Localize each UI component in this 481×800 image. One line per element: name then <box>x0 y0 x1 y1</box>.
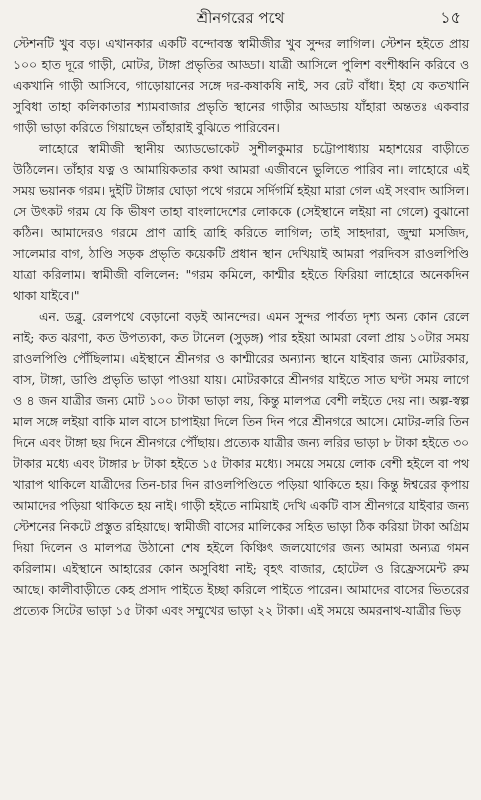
page-number: ১৫ <box>440 8 461 27</box>
running-head: শ্রীনগরের পথে <box>196 9 285 27</box>
paragraph-continued: স্টেশনটি খুব বড়। এখানকার একটি বন্দোবস্ত স্বামীজীর খুব সুন্দর লাগিল। স্টেশন হইতে প্রায় ১০০ হাত দূরে গাড়ী, মোটর, টাঙ্গা প্রভৃতির আড্ডা। যাত্রী আসিলে পুলিশ বংশীধ্বনি করিবে ও একখানি গাড়ী আসিবে, গাড়োয়ানের সঙ্গে দর-কষাকষি নাই, সব রেট বাঁধা। ইহা যে কতখানি সুবিধা তাহা কলিকাতার শ্যামবাজার প্রভৃতি স্থানের গাড়ীর আড্ডায় যাঁহারা অন্ততঃ একবার গাড়ী ভাড়া করিতে গিয়াছেন তাঁহারাই বুঝিতে পারিবেন। <box>13 37 469 135</box>
paragraph-lahore: লাহোরে স্বামীজী স্থানীয় অ্যাডভোকেট সুশীলকুমার চট্টোপাধ্যায় মহাশয়ের বাড়ীতে উঠিলেন। তাঁহার যত্ন ও আমায়িকতার কথা আমরা এজীবনে ভুলিতে পারিব না। লাহোরে এই সময় ভয়ানক গরম। দুইটি টাঙ্গার ঘোড়া পথে গরমে সর্দিগর্মি হইয়া মারা গেল এই সংবাদ আসিল। সে উৎকট গরম যে কি ভীষণ তাহা বাংলাদেশের লোককে (সেইস্থানে লইয়া না গেলে) বুঝানো কঠিন। আমাদেরও গরমে প্রাণ ত্রাহি ত্রাহি করিতে লাগিল; তাই সাহদারা, জুম্মা মসজিদ, সালেমার বাগ, ঠাণ্ডি সড়ক প্রভৃতি কয়েকটি প্রধান স্থান দেখিয়াই আমরা পরদিবস রাওলপিণ্ডি যাত্রা করিলাম। স্বামীজী বলিলেন: "গরম কমিলে, কাশ্মীর হইতে ফিরিয়া লাহোরে অনেকদিন থাকা যাইবে।" <box>13 142 469 303</box>
page-header <box>0 6 481 30</box>
body-text <box>13 34 469 622</box>
paragraph-railway: এন. ডব্লু. রেলপথে বেড়ানো বড়ই আনন্দের। এমন সুন্দর পার্বত্য দৃশ্য অন্য কোন রেলে নাই; কত ঝরণা, কত উপত্যকা, কত টানেল (সুড়ঙ্গ) পার হইয়া আমরা বেলা প্রায় ১০টার সময় রাওলপিণ্ডি পৌঁছিলাম। এইস্থানে শ্রীনগর ও কাশ্মীরের অন্যান্য স্থানে যাইবার জন্য মোটরকার, বাস, টাঙ্গা, ডাণ্ডি প্রভৃতি ভাড়া পাওয়া যায়। মোটরকারে শ্রীনগর যাইতে সাত ঘণ্টা সময় লাগে ও ৪ জন যাত্রীর জন্য মোট ১০০ টাকা ভাড়া লয়, কিন্তু মালপত্র বেশী লইতে দেয় না। অল্প-স্বল্প মাল সঙ্গে লইয়া বাকি মাল বাসে চাপাইয়া দিলে তিন দিন পরে শ্রীনগরে আসে। মোটর-লরি তিন দিনে এবং টাঙ্গা ছয় দিনে শ্রীনগরে পৌঁছায়। প্রত্যেক যাত্রীর জন্য লরির ভাড়া ৮ টাকা হইতে ৩০ টাকার মধ্যে এবং টাঙ্গার ৮ টাকা হইতে ১৫ টাকার মধ্যে। সময়ে সময়ে লোক বেশী হইলে বা পথ খারাপ থাকিলে যাত্রীদের তিন-চার দিন রাওলপিণ্ডিতে পড়িয়া থাকিতে হয়। কিন্তু ঈশ্বরের কৃপায় আমাদের পড়িয়া থাকিতে হয় নাই। গাড়ী হইতে নামিয়াই দেখি একটি বাস শ্রীনগরে যাইবার জন্য স্টেশনের নিকটে প্রস্তুত রহিয়াছে। স্বামীজী বাসের মালিকের সহিত ভাড়া ঠিক করিয়া টাকা অগ্রিম দিয়া দিলেন ও মালপত্র উঠানো শেষ হইলে কিঞ্চিৎ জলযোগের জন্য আমরা অন্যত্র গমন করিলাম। এইস্থানে আহারের কোন অসুবিধা নাই; বৃহৎ বাজার, হোটেল ও রিফ্রেসমেন্ট রুম আছে। কালীবাড়ীতে কেহ প্রসাদ পাইতে ইচ্ছা করিলে পাইতে পারেন। আমাদের বাসের ভিতরের প্রত্যেক সিটের ভাড়া ১৫ টাকা এবং সম্মুখের ভাড়া ২২ টাকা। এই সময়ে অমরনাথ-যাত্রীর ভিড় <box>13 310 469 618</box>
